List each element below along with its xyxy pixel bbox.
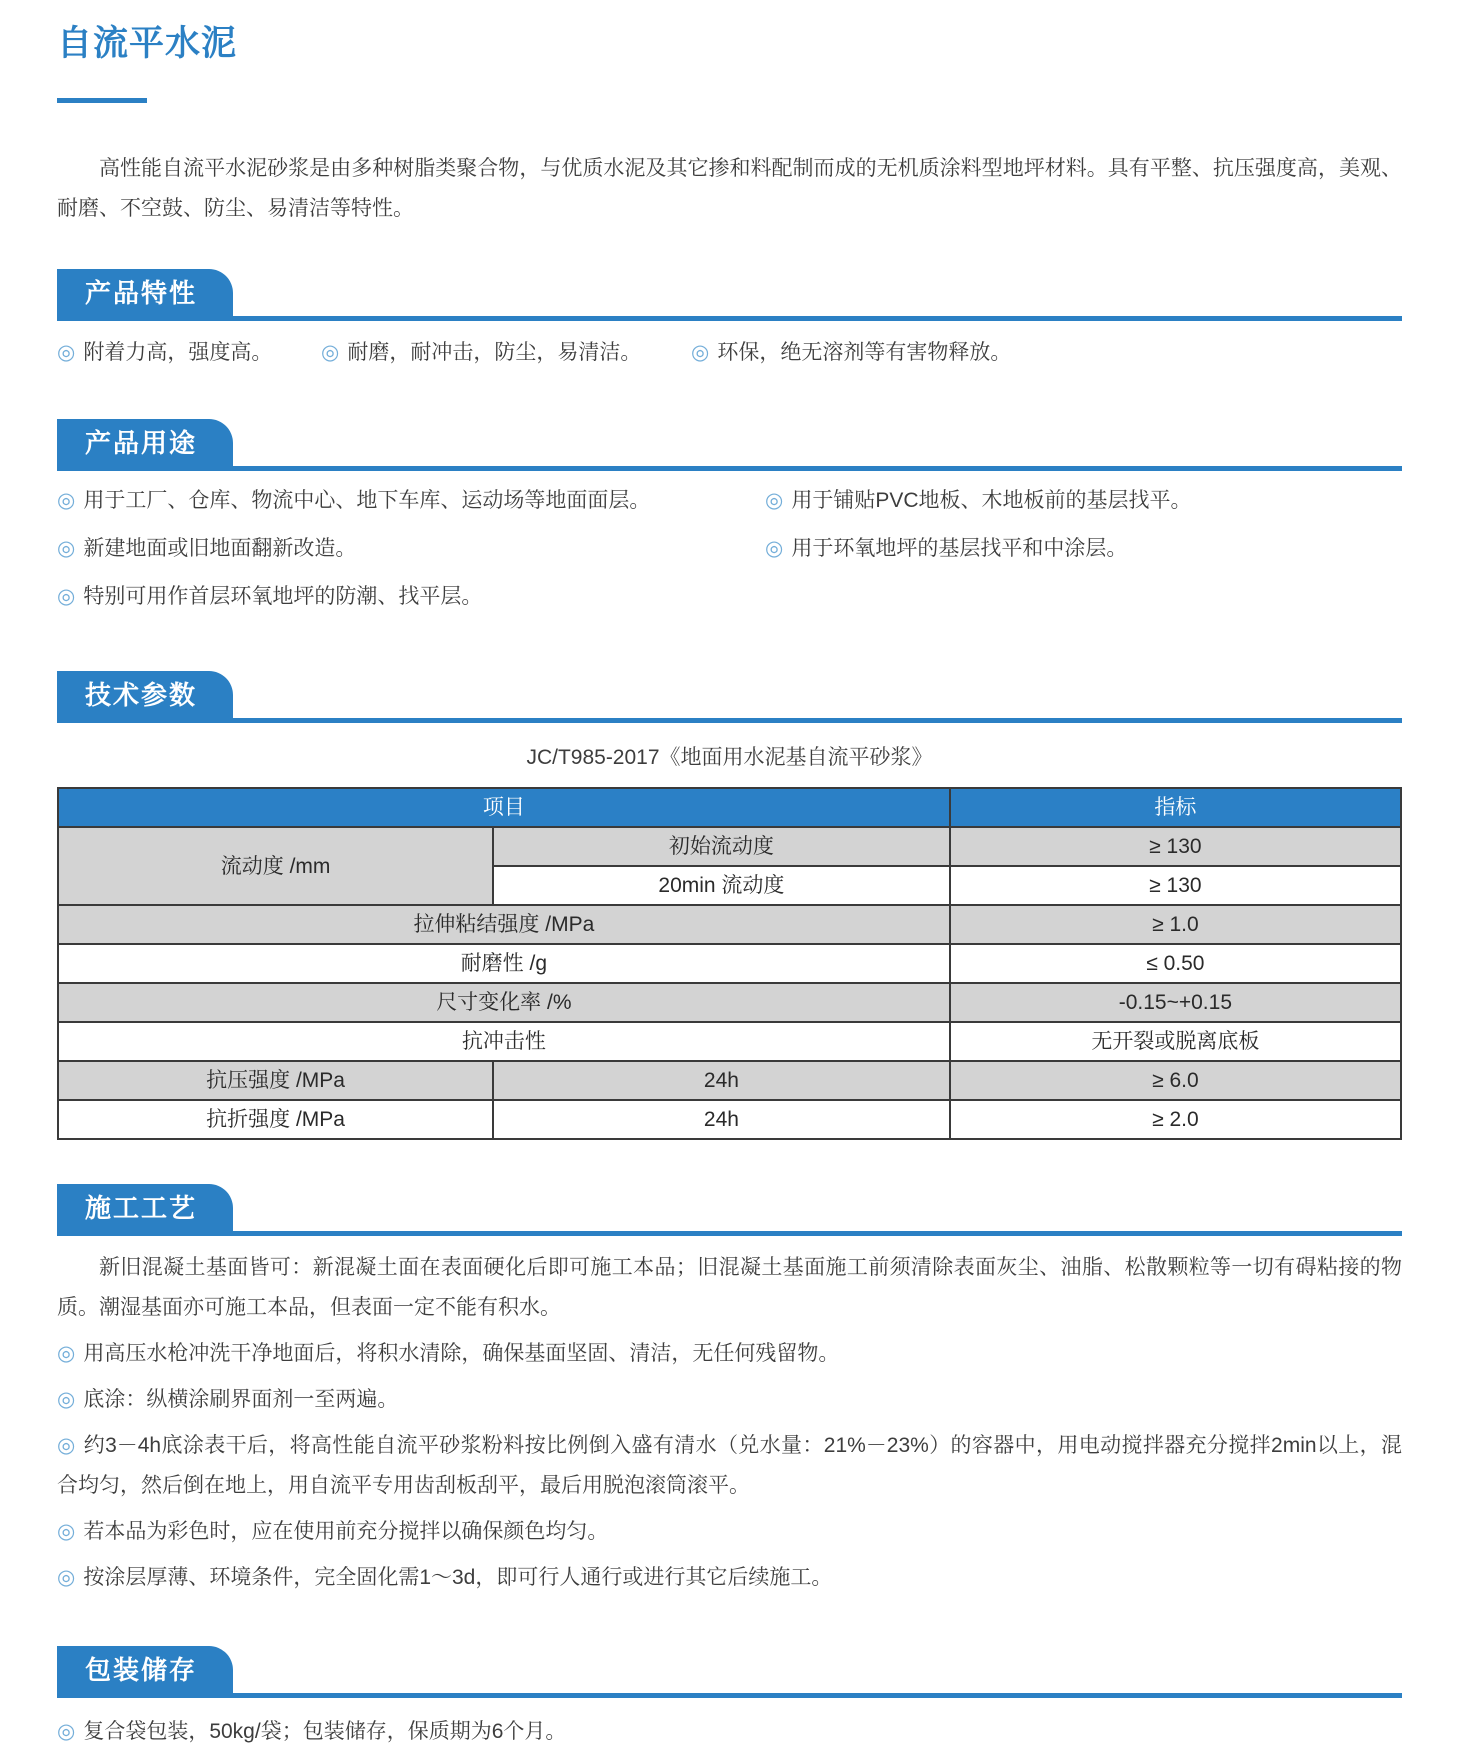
double-circle-bullet-icon: ◎ (765, 489, 784, 512)
double-circle-bullet-icon: ◎ (57, 1388, 76, 1411)
double-circle-bullet-icon: ◎ (57, 1342, 76, 1365)
section-tab-uses: 产品用途 (57, 419, 233, 466)
section-uses (57, 419, 1402, 625)
cell-item: 拉伸粘结强度 /MPa (58, 905, 950, 944)
uses-list (57, 481, 1402, 625)
list-item (57, 1334, 1402, 1374)
list-item (765, 481, 1402, 521)
table-row (58, 905, 1401, 944)
list-item-text: 用于铺贴PVC地板、木地板前的基层找平。 (791, 489, 1192, 512)
document-page (0, 16, 1459, 1752)
list-item-text: 复合袋包装，50kg/袋；包装储存，保质期为6个月。 (83, 1720, 567, 1743)
list-item (57, 577, 765, 617)
double-circle-bullet-icon: ◎ (57, 1720, 76, 1743)
section-tab-tech: 技术参数 (57, 671, 233, 718)
cell-value: 无开裂或脱离底板 (950, 1022, 1401, 1061)
cell-item-sub: 初始流动度 (493, 827, 950, 866)
double-circle-bullet-icon: ◎ (691, 341, 710, 364)
list-item-text: 环保，绝无溶剂等有害物释放。 (717, 341, 1012, 364)
spec-table-caption: JC/T985-2017《地面用水泥基自流平砂浆》 (526, 746, 933, 769)
section-tech (57, 671, 1402, 1140)
page-title: 自流平水泥 (57, 24, 238, 63)
table-header-row (58, 788, 1401, 827)
column-header-index: 指标 (950, 788, 1401, 827)
list-item-text: 用高压水枪冲洗干净地面后，将积水清除，确保基面坚固、清洁，无任何残留物。 (83, 1342, 840, 1365)
cell-value: ≤ 0.50 (950, 944, 1401, 983)
list-item (57, 481, 765, 521)
list-item (57, 333, 321, 373)
list-item (57, 529, 765, 569)
table-row (58, 827, 1401, 866)
title-underline (57, 98, 147, 103)
list-item (691, 333, 1011, 373)
list-item-text: 附着力高，强度高。 (83, 341, 273, 364)
cell-item-sub: 24h (493, 1061, 950, 1100)
section-header-tech (57, 671, 1402, 723)
double-circle-bullet-icon: ◎ (57, 1434, 76, 1457)
list-item-text: 用于工厂、仓库、物流中心、地下车库、运动场等地面面层。 (83, 489, 651, 512)
cell-item: 抗压强度 /MPa (58, 1061, 493, 1100)
double-circle-bullet-icon: ◎ (57, 1566, 76, 1589)
list-item (321, 333, 691, 373)
cell-value: -0.15~+0.15 (950, 983, 1401, 1022)
list-item (57, 1426, 1402, 1506)
packaging-list (57, 1712, 1402, 1752)
cell-value: ≥ 130 (950, 827, 1401, 866)
section-packaging (57, 1646, 1402, 1752)
list-item-text: 用于环氧地坪的基层找平和中涂层。 (791, 537, 1128, 560)
list-item-text: 约3－4h底涂表干后，将高性能自流平砂浆粉料按比例倒入盛有清水（兑水量：21%－23%）的容器中，用电动搅拌器充分搅拌2min以上，混合均匀，然后倒在地上，用自流平专用齿刮板刮平，最后用脱泡滚筒滚平。 (57, 1434, 1402, 1497)
cell-value: ≥ 130 (950, 866, 1401, 905)
list-item (57, 1558, 1402, 1598)
list-item-text: 底涂：纵横涂刷界面剂一至两遍。 (83, 1388, 399, 1411)
uses-list-right-column (765, 481, 1402, 625)
cell-item: 尺寸变化率 /% (58, 983, 950, 1022)
list-item-text: 若本品为彩色时，应在使用前充分搅拌以确保颜色均匀。 (83, 1520, 609, 1543)
table-row (58, 1022, 1401, 1061)
list-item-text: 新建地面或旧地面翻新改造。 (83, 537, 357, 560)
list-item-text: 按涂层厚薄、环境条件，完全固化需1～3d，即可行人通行或进行其它后续施工。 (83, 1566, 833, 1589)
double-circle-bullet-icon: ◎ (57, 1520, 76, 1543)
list-item (765, 529, 1402, 569)
list-item-text: 特别可用作首层环氧地坪的防潮、找平层。 (83, 585, 483, 608)
cell-item: 抗冲击性 (58, 1022, 950, 1061)
list-item (57, 1512, 1402, 1552)
double-circle-bullet-icon: ◎ (321, 341, 340, 364)
table-row (58, 1061, 1401, 1100)
double-circle-bullet-icon: ◎ (57, 341, 76, 364)
list-item (57, 1712, 1402, 1752)
table-row (58, 1100, 1401, 1139)
process-paragraph: 新旧混凝土基面皆可：新混凝土面在表面硬化后即可施工本品；旧混凝土基面施工前须清除表面灰尘、油脂、松散颗粒等一切有碍粘接的物质。潮湿基面亦可施工本品，但表面一定不能有积水。 (57, 1256, 1402, 1319)
list-item-text: 耐磨，耐冲击，防尘，易清洁。 (347, 341, 642, 364)
cell-value: ≥ 2.0 (950, 1100, 1401, 1139)
section-header-uses (57, 419, 1402, 471)
section-header-process (57, 1184, 1402, 1236)
features-list (57, 333, 1402, 373)
cell-item: 耐磨性 /g (58, 944, 950, 983)
cell-item-sub: 24h (493, 1100, 950, 1139)
cell-item: 抗折强度 /MPa (58, 1100, 493, 1139)
table-row (58, 983, 1401, 1022)
cell-value: ≥ 1.0 (950, 905, 1401, 944)
section-tab-features: 产品特性 (57, 269, 233, 316)
uses-list-left-column (57, 481, 765, 625)
cell-item-group: 流动度 /mm (58, 827, 493, 905)
double-circle-bullet-icon: ◎ (57, 489, 76, 512)
section-header-packaging (57, 1646, 1402, 1698)
list-item (57, 1380, 1402, 1420)
cell-item-sub: 20min 流动度 (493, 866, 950, 905)
section-process (57, 1184, 1402, 1598)
double-circle-bullet-icon: ◎ (57, 585, 76, 608)
section-tab-packaging: 包装储存 (57, 1646, 233, 1693)
section-features (57, 269, 1402, 373)
double-circle-bullet-icon: ◎ (57, 537, 76, 560)
spec-table (57, 787, 1402, 1140)
double-circle-bullet-icon: ◎ (765, 537, 784, 560)
cell-value: ≥ 6.0 (950, 1061, 1401, 1100)
column-header-item: 项目 (58, 788, 950, 827)
process-list (57, 1334, 1402, 1598)
table-row (58, 944, 1401, 983)
section-header-features (57, 269, 1402, 321)
intro-paragraph: 高性能自流平水泥砂浆是由多种树脂类聚合物，与优质水泥及其它掺和料配制而成的无机质涂料型地坪材料。具有平整、抗压强度高，美观、耐磨、不空鼓、防尘、易清洁等特性。 (57, 157, 1402, 220)
section-tab-process: 施工工艺 (57, 1184, 233, 1231)
